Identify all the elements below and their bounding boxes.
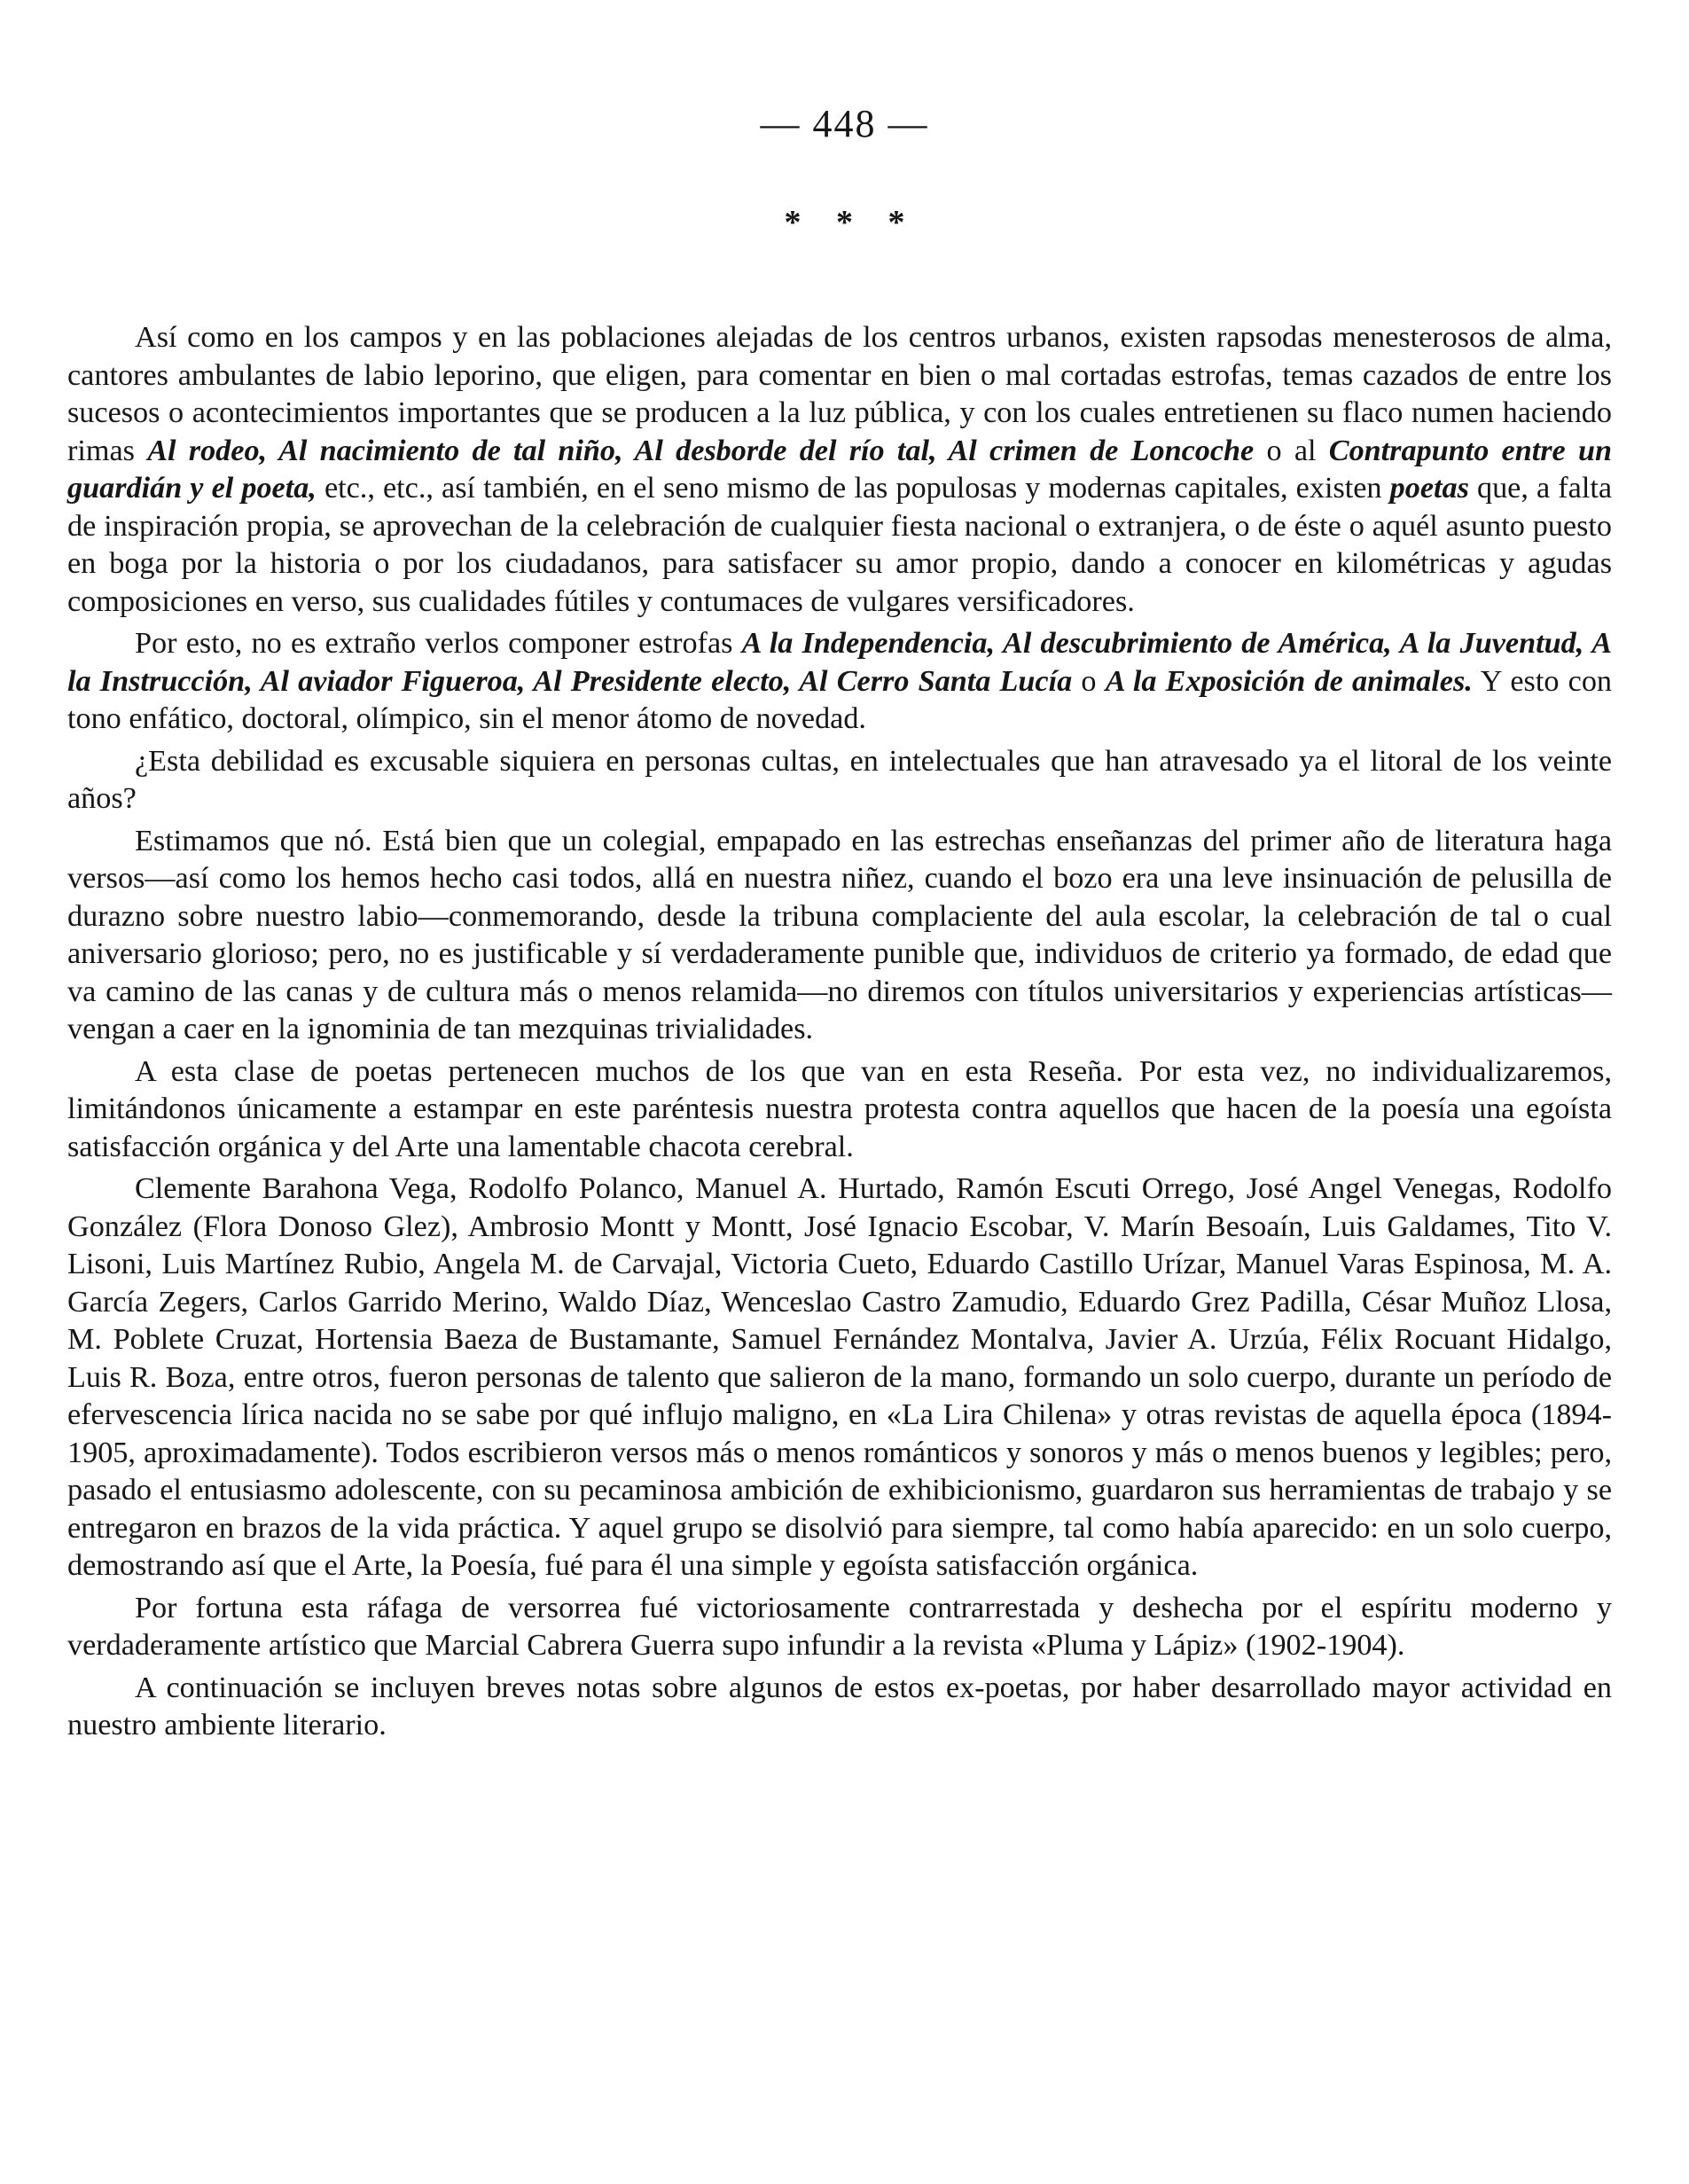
paragraph-7 — [67, 1590, 1612, 1665]
text-run: A esta clase de poetas pertenecen muchos de los que van en esta Reseña. Por esta vez, no individualizaremos, limitándonos únicamente a estampar en este paréntesis nuestra protesta contra aquellos que hacen de la poesía una egoísta satisfacción orgánica y del Arte una lamentable chacota cerebral. — [67, 1054, 1612, 1163]
paragraph-1 — [67, 319, 1612, 621]
page-number: — 448 — — [760, 102, 929, 145]
text-run: Así como en los campos y en las poblaciones alejadas de los centros urbanos, existen rapsodas menesterosos de alma, cantores ambulantes de labio leporino, que eligen, para comentar en bien o mal cortadas estrofas, temas cazados de entre los sucesos o acontecimientos importantes que se producen a la luz pública, y con los cuales entretienen su flaco numen haciendo rimas — [67, 321, 1612, 467]
text-run: Estimamos que nó. Está bien que un colegial, empapado en las estrechas enseñanzas del primer año de literatura haga versos—así como los hemos hecho casi todos, allá en nuestra niñez, cuando el bozo era una leve insinuación de pelusilla de durazno sobre nuestro labio—conmemorando, desde la tribuna complaciente del aula escolar, la celebración de tal o cual aniversario glorioso; pero, no es justificable y sí verdaderamente punible que, individuos de criterio ya formado, de edad que va camino de las canas y de cultura más o menos relamida—no diremos con títulos universitarios y experiencias artísticas—vengan a caer en la ignominia de tan mezquinas trivialidades. — [67, 824, 1612, 1045]
text-run: Por esto, no es extraño verlos componer estrofas — [135, 627, 742, 660]
paragraph-5 — [67, 1053, 1612, 1167]
italic-term-run: poetas — [1389, 472, 1469, 505]
text-run: que, a falta de inspiración propia, se aprovechan de la celebración de cualquier fiesta nacional o extranjera, o de éste o aquél asunto puesto en boga por la historia o por los ciudadanos, para satisfacer su amor propio, dando a conocer en kilométricas y agudas composiciones en verso, sus cualidades fútiles y contumaces de vulgares versificadores. — [67, 472, 1612, 618]
text-run: Por fortuna esta ráfaga de versorrea fué victoriosamente contrarrestada y deshecha por el espíritu moderno y verdaderamente artístico que Marcial Cabrera Guerra supo infundir a la revista «Pluma y Lápiz» (1902-1904). — [67, 1591, 1612, 1662]
text-run: Y esto con tono enfático, doctoral, olímpico, sin el menor átomo de novedad. — [67, 664, 1613, 735]
text-run: etc., etc., así también, en el seno mismo de las populosas y modernas capitales, existen — [316, 472, 1390, 505]
text-run: Clemente Barahona Vega, Rodolfo Polanco, Manuel A. Hurtado, Ramón Escuti Orrego, José Angel Venegas, Rodolfo González (Flora Donoso Glez), Ambrosio Montt y Montt, José Ignacio Escobar, V. Marín Besoaín, Luis Galdames, Tito V. Lisoni, Luis Martínez Rubio, Angela M. de Carvajal, Victoria Cueto, Eduardo Castillo Urízar, Manuel Varas Espinosa, M. A. García Zegers, Carlos Garrido Merino, Waldo Díaz, Wenceslao Castro Zamudio, Eduardo Grez Padilla, César Muñoz Llosa, M. Poblete Cruzat, Hortensia Baeza de Bustamante, Samuel Fernández Montalva, Javier A. Urzúa, Félix Rocuant Hidalgo, Luis R. Boza, entre otros, fueron personas de talento que salieron de la mano, formando un solo cuerpo, durante un período de efervescencia lírica nacida no se sabe por qué influjo maligno, en «La Lira Chilena» y otras revistas de aquella época (1894-1905, aproximadamente). Todos escribieron versos más o menos románticos y sonoros y más o menos buenos y legibles; pero, pasado el entusiasmo adolescente, con su pecaminosa ambición de exhibicionismo, guardaron sus herramientas de trabajo y se entregaron en brazos de la vida práctica. Y aquel grupo se disolvió para siempre, tal como había aparecido: en un solo cuerpo, demostrando así que el Arte, la Poesía, fué para él una simple y egoísta satisfacción orgánica. — [67, 1172, 1612, 1582]
paragraph-3 — [67, 743, 1612, 818]
body-text — [67, 319, 1612, 1745]
paragraph-4 — [67, 823, 1612, 1049]
section-separator: * * * — [784, 204, 905, 241]
text-run: o al — [1254, 434, 1329, 467]
text-run: o — [1072, 664, 1106, 698]
italic-title-run: A la Independencia, Al descubrimiento de América, A la Juventud, A la Instrucción, Al aviador Figueroa, Al Presidente electo, Al Cerro Santa Lucía — [67, 627, 1613, 698]
italic-title-run: Contrapunto entre un guardián y el poeta, — [67, 434, 1612, 505]
italic-title-run: Al rodeo, Al nacimiento de tal niño, Al desborde del río tal, Al crimen de Loncoche — [147, 434, 1255, 467]
paragraph-6 — [67, 1170, 1612, 1585]
italic-title-run: A la Exposición de animales. — [1105, 664, 1473, 698]
paragraph-2 — [67, 625, 1612, 739]
paragraph-8 — [67, 1670, 1612, 1745]
text-run: ¿Esta debilidad es excusable siquiera en personas cultas, en intelectuales que han atravesado ya el litoral de los veinte años? — [67, 744, 1612, 815]
text-run: A continuación se incluyen breves notas sobre algunos de estos ex-poetas, por haber desarrollado mayor actividad en nuestro ambiente literario. — [67, 1671, 1612, 1742]
